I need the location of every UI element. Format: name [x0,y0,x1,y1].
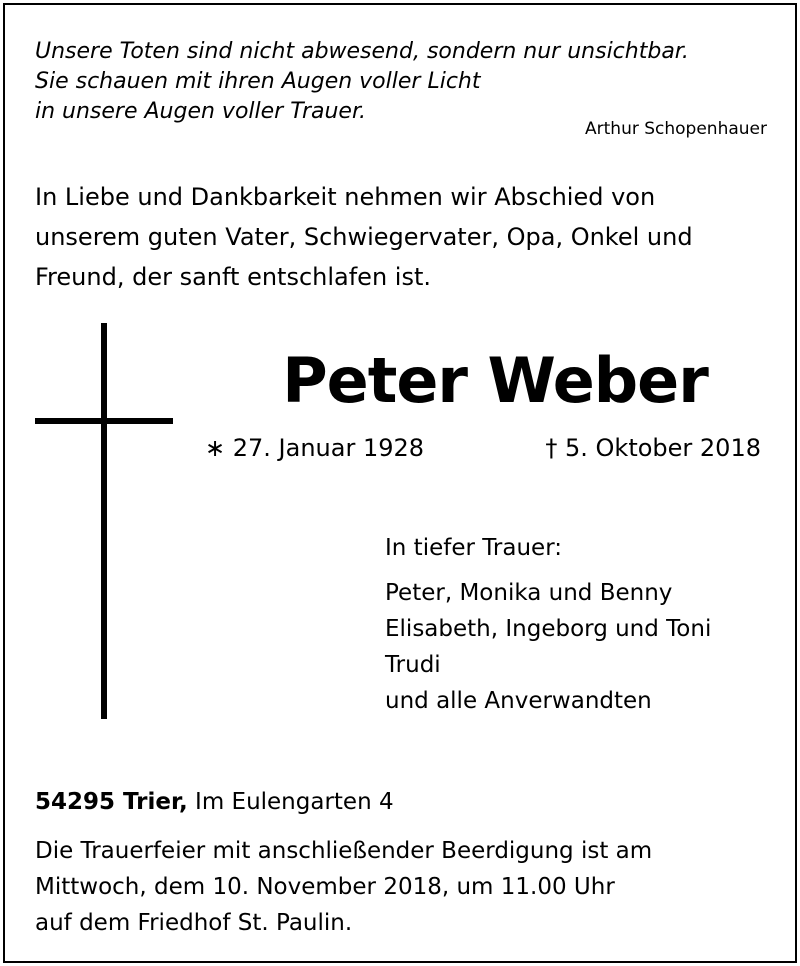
intro-line-1: In Liebe und Dankbarkeit nehmen wir Abschied von [35,183,656,211]
list-item: Peter, Monika und Benny [385,580,673,606]
cross-horizontal-bar [35,418,173,424]
quote-line-1: Unsere Toten sind nicht abwesend, sondern nur unsichtbar. [35,39,689,64]
obituary-frame [3,3,797,963]
list-item: und alle Anverwandten [385,688,652,714]
intro-line-3: Freund, der sanft entschlafen ist. [35,263,431,291]
quote-line-3: in unsere Augen voller Trauer. [35,99,366,124]
address [35,785,394,819]
mourners-list [385,575,711,719]
quote-line-2: Sie schauen mit ihren Augen voller Licht [35,69,481,94]
intro-line-2: unserem guten Vater, Schwiegervater, Opa, Onkel und [35,223,693,251]
birth-date: ∗ 27. Januar 1928 [205,434,425,462]
intro-text [35,177,775,297]
mourning-heading: In tiefer Trauer: [385,535,562,561]
funeral-info [35,833,775,941]
cross-vertical-bar [101,323,107,719]
address-city: 54295 Trier, [35,789,188,815]
funeral-line-2: Mittwoch, dem 10. November 2018, um 11.00 Uhr [35,874,615,900]
address-street: Im Eulengarten 4 [195,789,394,815]
quote-author: Arthur Schopenhauer [585,119,767,139]
funeral-line-1: Die Trauerfeier mit anschließender Beerdigung ist am [35,838,653,864]
list-item: Elisabeth, Ingeborg und Toni [385,616,712,642]
quote [35,37,775,127]
funeral-line-3: auf dem Friedhof St. Paulin. [35,910,353,936]
deceased-name: Peter Weber [282,344,708,417]
list-item: Trudi [385,652,441,678]
death-date: † 5. Oktober 2018 [545,434,761,462]
